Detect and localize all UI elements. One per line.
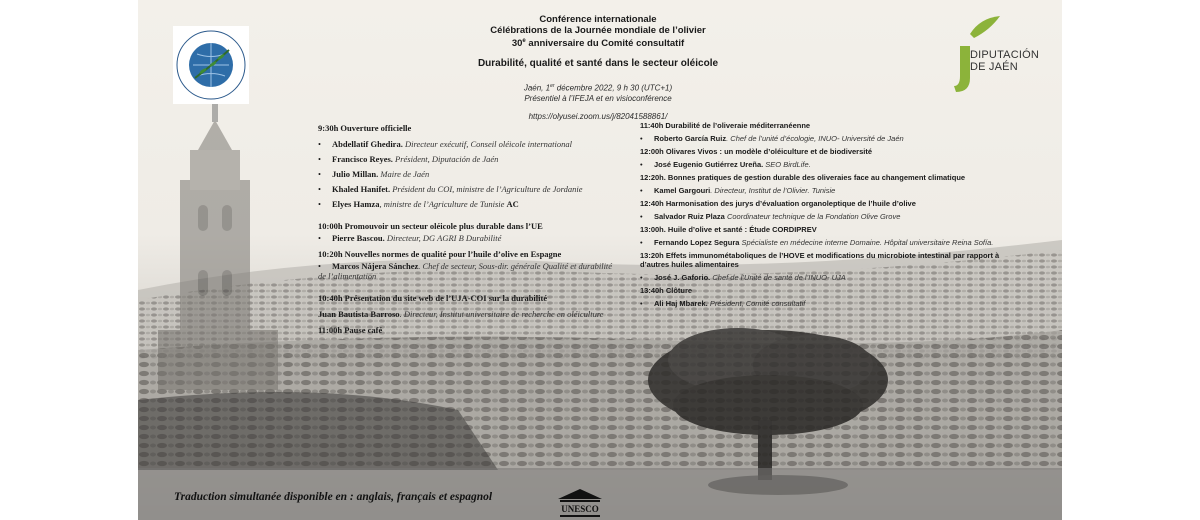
session-title: 10:00h Promouvoir un secteur oléicole plus durable dans l’UE [318,221,543,231]
speaker-entry [640,134,1000,143]
bullet-icon: • [318,199,321,209]
speaker-role: Spécialiste en médecine interne Domaine. Hôpital universitaire Reina Sofía. [739,238,994,247]
bullet-icon: • [640,134,643,143]
speaker-entry [640,186,1000,195]
speaker-role: Président, Comité consultatif [707,299,806,308]
speaker-name: Roberto García Ruiz [654,134,727,143]
bullet-icon: • [640,238,643,247]
speaker-name: Fernando Lopez Segura [654,238,740,247]
speaker-role: Président du COI, ministre de l’Agriculture de Jordanie [390,184,583,194]
speaker-role: Chef de l’Unité de santé de l’INUO- UJA [710,273,846,282]
bullet-icon: • [640,273,643,282]
speaker-role: . Chef de l’unité d’écologie, INUO- Université de Jaén [726,134,904,143]
speaker-name: Ali Haj Mbarek. [654,299,708,308]
speaker-entry [318,261,618,281]
bullet-icon: • [318,261,321,271]
speaker-entry [640,160,1000,169]
date-post: décembre 2022, 9 h 30 (UTC+1) [554,83,673,93]
unesco-text: UNESCO [561,504,599,514]
speaker-entry [640,299,1000,308]
bullet-icon: • [318,139,321,149]
speaker-role: . Directeur, Institut universitaire de recherche en oléiculture [399,309,604,319]
bullet-icon: • [640,160,643,169]
unesco-logo-icon [548,487,612,519]
speaker-role: Coordinateur technique de la Fondation Olive Grove [724,212,901,221]
speaker-name: Abdellatif Ghedira. [332,139,403,149]
speaker-suffix: AC [506,199,519,209]
jaen-line2: DE JAÉN [970,61,1018,73]
speaker-role: Maire de Jaén [378,169,430,179]
session-title: 13:00h. Huile d’olive et santé : Étude CORDIPREV [640,225,817,234]
church-tower-silhouette [158,100,278,390]
conference-poster [138,0,1062,520]
session-title: 12:00h Olivares Vivos : un modèle d’oléiculture et de biodiversité [640,147,873,156]
speaker-name: José Eugenio Gutiérrez Ureña. [654,160,764,169]
bullet-icon: • [318,184,321,194]
speaker-name: Kamel Gargouri [654,186,711,195]
speaker-name: José J. Gaforio. [654,273,711,282]
coi-logo [173,26,249,104]
anniversary-number: 30 [511,38,523,50]
event-date [468,81,728,94]
speaker-entry [318,154,618,164]
session-title: 9:30h Ouverture officielle [318,123,412,133]
speaker-role: Directeur exécutif, Conseil oléicole international [402,139,573,149]
poster-header [368,14,828,69]
zoom-link[interactable]: https://olyusei.zoom.us/j/82041588861/ [528,111,668,121]
session-title: 10:20h Nouvelles normes de qualité pour l’huile d’olive en Espagne [318,249,562,259]
translation-note: Traduction simultanée disponible en : anglais, français et espagnol [174,491,493,503]
session-title: 11:40h Durabilité de l’oliveraie méditerranéenne [640,121,811,130]
speaker-name: Elyes Hamza [332,199,380,209]
speaker-name: Juan Bautista Barroso [318,309,400,319]
jaen-logo-text [970,49,1039,73]
speaker-role: . Chef de secteur, Sous-dir. générale Qualité et durabilité de l’alimentation [318,261,613,281]
speaker-entry [318,309,618,319]
anniversary-sup: e [522,38,526,44]
speaker-entry [318,139,618,149]
program-left-column [318,123,618,335]
date-sup: er [550,83,555,89]
session-title: 12:20h. Bonnes pratiques de gestion durable des oliveraies face au changement climatique [640,173,966,182]
session-title: 13:20h Effets immunométaboliques de l’HOVE et modifications du microbiote intestinal par rapport à d’autres huiles alimentaires [640,251,1000,269]
speaker-entry [318,199,618,209]
poster-subtitle: Durabilité, qualité et santé dans le secteur oléicole [477,58,719,70]
session-title: 11:00h Pause café [318,325,383,335]
bullet-icon: • [318,233,321,243]
speaker-entry [640,212,1000,221]
speaker-name: Khaled Hanifet. [332,184,391,194]
speaker-name: Pierre Bascou. [332,233,385,243]
speaker-entry [318,169,618,179]
bullet-icon: • [640,212,643,221]
speaker-entry [640,238,1000,247]
speaker-role: Président, Diputación de Jaén [392,154,499,164]
speaker-entry [640,273,1000,282]
bullet-icon: • [318,154,321,164]
session-title: 12:40h Harmonisation des jurys d’évaluation organoleptique de l’huile d’olive [640,199,916,208]
anniversary-text: anniversaire du Comité consultatif [525,38,685,50]
jaen-line1: DIPUTACIÓN [970,49,1040,61]
event-mode: Présentiel à l’IFEJA et en visioconférence [524,93,672,103]
event-meta [468,81,728,122]
speaker-entry [318,184,618,194]
speaker-role: , ministre de l’Agriculture de Tunisie [379,199,507,209]
speaker-role: SEO BirdLife. [763,160,811,169]
speaker-name: Marcos Nájera Sánchez [332,261,419,271]
header-line-1: Conférence internationale [539,14,657,25]
bullet-icon: • [318,169,321,179]
bullet-icon: • [640,299,643,308]
session-title: 13:40h Clôture [640,286,693,295]
speaker-role: . Directeur, Institut de l’Olivier. Tunisie [710,186,836,195]
header-line-3 [368,36,828,49]
date-pre: Jaén, 1 [523,83,551,93]
speaker-name: Salvador Ruiz Plaza [654,212,725,221]
speaker-role: Directeur, DG AGRI B Durabilité [384,233,502,243]
header-line-2: Célébrations de la Journée mondiale de l’olivier [490,25,706,36]
speaker-entry [318,233,618,243]
bullet-icon: • [640,186,643,195]
globe-olive-branch-icon [173,26,249,104]
session-title: 10:40h Présentation du site web de l’UJA-COI sur la durabilité [318,293,548,303]
speaker-name: Francisco Reyes. [332,154,393,164]
speaker-name: Julio Millan. [332,169,379,179]
program-right-column [640,121,1000,308]
